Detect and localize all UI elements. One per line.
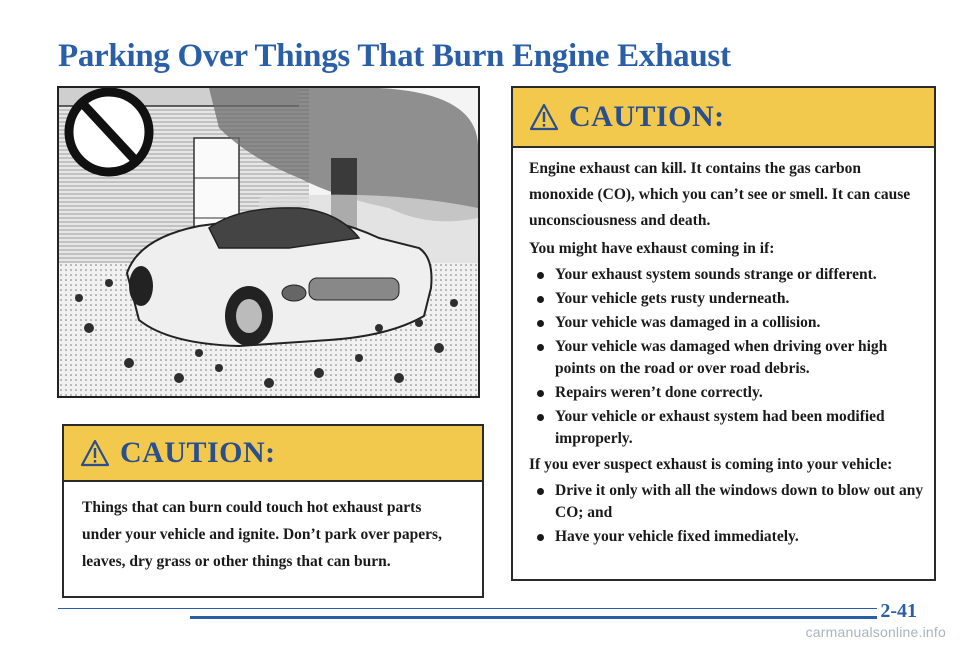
list2 bbox=[529, 480, 924, 548]
caution-header bbox=[64, 426, 482, 482]
prohibition-sign-icon bbox=[69, 92, 149, 172]
caution-header bbox=[513, 88, 934, 148]
bullet-icon bbox=[537, 414, 544, 421]
bullet-icon bbox=[537, 272, 544, 279]
list-item: Drive it only with all the windows down to blow out any CO; and bbox=[529, 480, 924, 524]
page-number: 2-41 bbox=[877, 600, 920, 623]
left-heading: Parking Over Things That Burn bbox=[58, 38, 505, 74]
list1 bbox=[529, 264, 924, 450]
footer-rule-thin bbox=[58, 608, 916, 609]
bullet-icon bbox=[537, 488, 544, 495]
caution-label: CAUTION: bbox=[569, 100, 725, 133]
list-item: Your exhaust system sounds strange or different. bbox=[529, 264, 924, 286]
right-heading: Engine Exhaust bbox=[512, 38, 731, 74]
list2-intro: If you ever suspect exhaust is coming into your vehicle: bbox=[529, 456, 893, 473]
warning-triangle-icon bbox=[80, 439, 110, 467]
footer-rule-thick bbox=[190, 616, 916, 619]
parking-illustration bbox=[57, 86, 480, 398]
exhaust-body bbox=[513, 148, 934, 548]
bullet-icon bbox=[537, 296, 544, 303]
list-item: Your vehicle gets rusty underneath. bbox=[529, 288, 924, 310]
caution-box-exhaust bbox=[511, 86, 936, 581]
list-item: Have your vehicle fixed immediately. bbox=[529, 526, 924, 548]
list-item: Your vehicle was damaged when driving over high points on the road or over road debris. bbox=[529, 336, 924, 380]
car-over-leaves-illustration bbox=[59, 88, 478, 396]
bullet-icon bbox=[537, 390, 544, 397]
warning-triangle-icon bbox=[529, 103, 559, 131]
list-item: Your vehicle or exhaust system had been modified improperly. bbox=[529, 406, 924, 450]
list-item: Your vehicle was damaged in a collision. bbox=[529, 312, 924, 334]
list-item: Repairs weren’t done correctly. bbox=[529, 382, 924, 404]
bullet-icon bbox=[537, 320, 544, 327]
exhaust-intro: Engine exhaust can kill. It contains the gas carbon monoxide (CO), which you can’t see or smell. It can cause unconsciousness and death. bbox=[529, 160, 911, 229]
caution-text: Things that can burn could touch hot exhaust parts under your vehicle and ignite. Don’t park over papers, leaves, dry grass or other things that can burn. bbox=[82, 499, 442, 570]
caution-box-parking bbox=[62, 424, 484, 598]
list1-intro: You might have exhaust coming in if: bbox=[529, 240, 775, 257]
caution-label: CAUTION: bbox=[120, 436, 276, 469]
bullet-icon bbox=[537, 534, 544, 541]
watermark: carmanualsonline.info bbox=[805, 624, 946, 640]
bullet-icon bbox=[537, 344, 544, 351]
